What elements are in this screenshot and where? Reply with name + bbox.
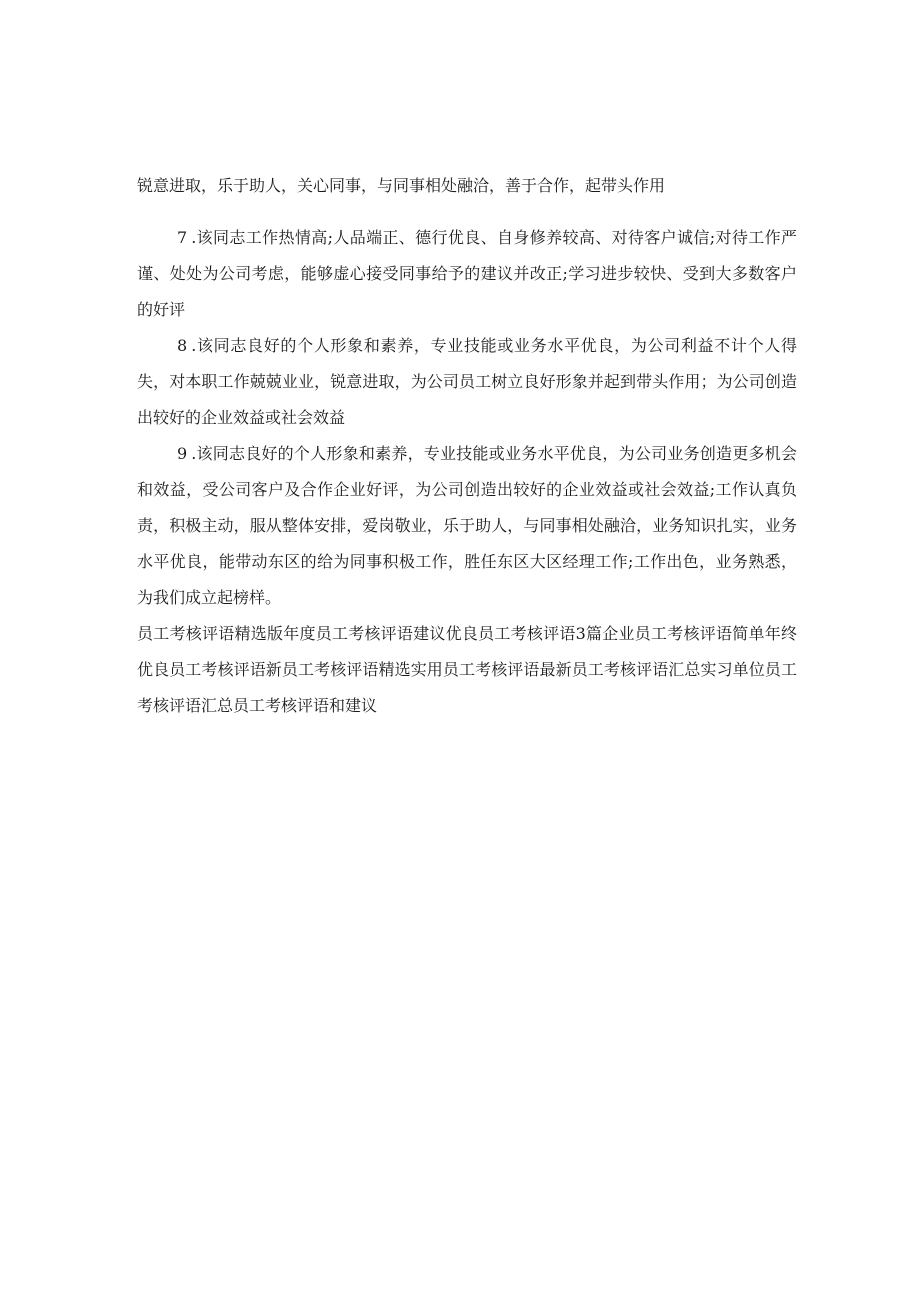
document-body (137, 168, 797, 724)
item-number: 7 (177, 228, 192, 247)
paragraph-item-9 (137, 436, 797, 616)
item-text: .该同志良好的个人形象和素养，专业技能或业务水平优良，为公司利益不计个人得失，对本职工作兢兢业业，锐意进取，为公司员工树立良好形象并起到带头作用；为公司创造出较好的企业效益或社会效益 (137, 336, 797, 427)
item-text: .该同志良好的个人形象和素养，专业技能或业务水平优良，为公司业务创造更多机会和效益，受公司客户及合作企业好评，为公司创造出较好的企业效益或社会效益;工作认真负责，积极主动，服从整体安排，爱岗敬业，乐于助人，与同事相处融洽，业务知识扎实，业务水平优良，能带动东区的给为同事积极工作，胜任东区大区经理工作;工作出色，业务熟悉，为我们成立起榜样。 (137, 444, 797, 607)
item-number: 8 (177, 336, 192, 355)
paragraph-item-8 (137, 328, 797, 436)
paragraph-continuation: 锐意进取，乐于助人，关心同事，与同事相处融洽，善于合作，起带头作用 (137, 176, 666, 195)
item-number: 9 (177, 444, 192, 463)
item-text: .该同志工作热情高;人品端正、德行优良、自身修养较高、对待客户诚信;对待工作严谨、处处为公司考虑，能够虚心接受同事给予的建议并改正;学习进步较快、受到大多数客户的好评 (137, 228, 797, 319)
paragraph-item-7 (137, 220, 797, 328)
paragraph-related-titles: 员工考核评语精选版年度员工考核评语建议优良员工考核评语3篇企业员工考核评语简单年终优良员工考核评语新员工考核评语精选实用员工考核评语最新员工考核评语汇总实习单位员工考核评语汇总员工考核评语和建议 (137, 624, 797, 715)
